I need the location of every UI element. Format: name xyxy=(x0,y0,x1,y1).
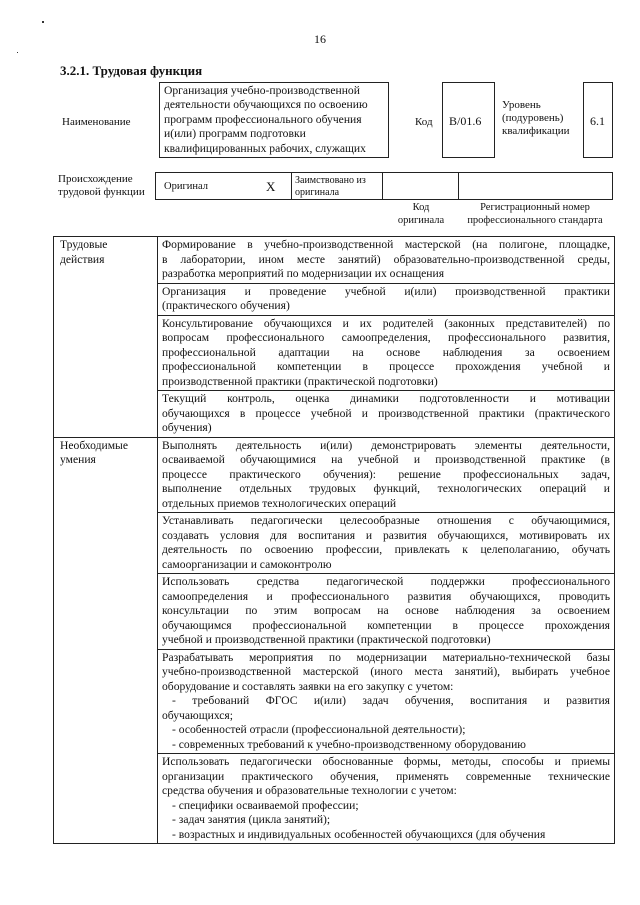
row-item xyxy=(158,283,615,315)
item-line: профессиональной компетенции в процессе прохождения учебной и xyxy=(162,360,610,373)
item-line: Выполнять деятельность и(или) демонстрировать элементы деятельности, xyxy=(162,438,610,452)
item-line: обучающихся; xyxy=(162,708,233,722)
name-value: Организация учебно-производственной деятельности обучающихся по освоению программ профессионального обучения и(или) программ подготовки квалифицированных рабочих, служащих xyxy=(164,84,368,155)
row-item xyxy=(158,754,615,844)
item-line: - задач занятия (цикла занятий); xyxy=(172,813,331,826)
item-line: обучения) xyxy=(162,421,212,434)
item-line: средства обучения и образовательные технологии с учетом: xyxy=(162,784,457,797)
item-line: профессиональной адаптации на основе наблюдения за освоением xyxy=(162,345,610,359)
item-line: самоопределения и профессионального развития обучающихся, проводить xyxy=(162,589,610,603)
item-line: самоорганизации и самоконтролю xyxy=(162,557,332,571)
item-line: выполнение отдельных трудовых функций, технологических операций и xyxy=(162,482,610,495)
row-item xyxy=(158,574,615,650)
page-number: 16 xyxy=(314,32,326,46)
origin-label: Происхождение трудовой функции xyxy=(58,173,145,198)
item-line: отдельных приемов технологических операций xyxy=(162,496,397,510)
item-line: Использовать средства педагогической поддержки профессионального xyxy=(162,575,610,588)
item-line: Устанавливать педагогически целесообразные отношения с обучающимися, xyxy=(162,514,610,527)
code-label: Код xyxy=(415,116,433,128)
borrowed-label: Заимствовано из оригинала xyxy=(295,175,366,198)
item-line: осваиваемой обучающимися на учебной и производственной практике (в xyxy=(162,453,610,466)
item-line: Консультирование обучающихся и их родителей (законных представителей) по xyxy=(162,316,610,330)
item-line: (практического обучения) xyxy=(162,299,290,312)
code-value: В/01.6 xyxy=(449,114,482,128)
row-item xyxy=(158,315,615,391)
original-mark: X xyxy=(266,179,276,194)
item-line: Текущий контроль, оценка динамики подготовленности и мотивации xyxy=(162,392,610,405)
row-item xyxy=(158,513,615,574)
code-caption: Код оригинала xyxy=(397,202,445,226)
item-line: производственной практики (практической подготовки) xyxy=(162,374,438,388)
item-line: процессе практического обучения): решение профессиональных задач, xyxy=(162,467,610,481)
item-line: обучающимся профессиональной компетенции в процессе прохождения xyxy=(162,618,610,632)
table-row xyxy=(54,237,615,284)
item-line: деятельность по освоению профессии, привлекать к целеполаганию, обучать xyxy=(162,543,610,556)
item-line: Разрабатывать мероприятия по модернизации материально-технической базы xyxy=(162,650,610,664)
item-line: - особенностей отрасли (профессиональной деятельности); xyxy=(172,723,466,736)
level-label: Уровень (подуровень) квалификации xyxy=(502,99,570,137)
row-item xyxy=(158,649,615,754)
section-title: 3.2.1. Трудовая функция xyxy=(60,63,203,78)
scan-mark xyxy=(42,21,44,23)
item-line: обучающихся в процессе учебной и производственной практики (практического xyxy=(162,406,610,420)
name-label: Наименование xyxy=(62,116,131,128)
item-line: - требований ФГОС и(или) задач обучения, воспитания и развития xyxy=(172,694,610,707)
row-item xyxy=(158,237,615,284)
item-line: в лаборатории, ином месте занятий) образовательно-производственной среды, xyxy=(162,252,610,266)
item-line: - современных требований к учебно-производственному оборудованию xyxy=(172,737,526,751)
item-line: - специфики осваиваемой профессии; xyxy=(172,798,359,812)
original-label: Оригинал xyxy=(164,181,208,192)
row-item xyxy=(158,437,615,513)
level-value: 6.1 xyxy=(590,114,605,128)
row-header: Трудовые действия xyxy=(54,237,158,438)
item-line: организации практического обучения, применять современные технические xyxy=(162,769,610,783)
item-line: - возрастных и индивидуальных особенностей обучающихся (для обучения xyxy=(172,827,546,841)
item-line: оборудование и составлять заявки на его закупку с учетом: xyxy=(162,679,454,693)
row-item xyxy=(158,391,615,438)
reg-caption: Регистрационный номер профессионального стандарта xyxy=(467,202,603,226)
row-header: Необходимые умения xyxy=(54,437,158,844)
item-line: Организация и проведение учебной и(или) производственной практики xyxy=(162,284,610,298)
item-line: создавать условия для воспитания и развития обучающихся, мотивировать их xyxy=(162,528,610,542)
item-line: учебной и производственной практики (практической подготовки) xyxy=(162,633,491,646)
scan-mark xyxy=(17,52,18,53)
item-line: разработка мероприятий по модернизации их оснащения xyxy=(162,267,445,280)
item-line: Использовать педагогически обоснованные формы, методы, способы и приемы xyxy=(162,755,610,768)
function-table xyxy=(53,236,615,844)
origin-box xyxy=(155,172,613,200)
code-value-box xyxy=(442,82,495,158)
item-line: учебно-производственной мастерской (иного места занятий), выбирать учебное xyxy=(162,665,610,678)
level-value-box xyxy=(583,82,613,158)
item-line: консультации по этим вопросам на основе наблюдения за освоением xyxy=(162,604,610,617)
item-line: вопросам профессионального самоопределения, профессионального развития, xyxy=(162,331,610,344)
name-value-box xyxy=(159,82,389,158)
table-row xyxy=(54,437,615,513)
item-line: Формирование в учебно-производственной мастерской (на полигоне, площадке, xyxy=(162,238,610,251)
